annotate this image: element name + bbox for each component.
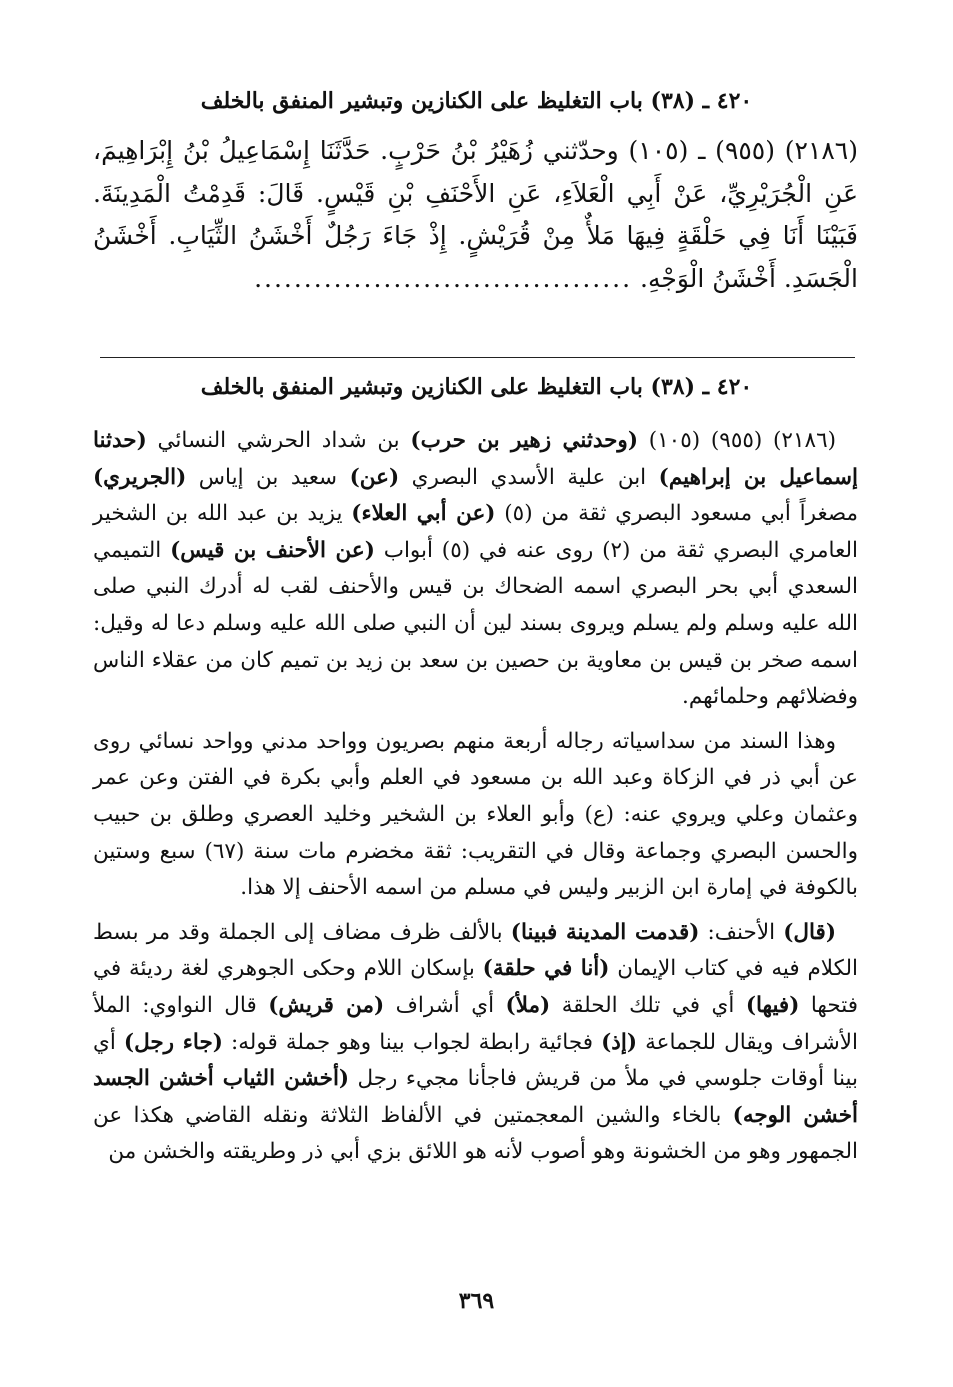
commentary-segment: أي بينا أوقات جلوسي في ملأ من قريش فاجأنا مجيء رجل: [93, 1029, 858, 1092]
bold-quote-segment: (أخشن الثياب أخشن الجسد أخشن الوجه): [93, 1066, 858, 1128]
bold-quote-segment: (الجريري): [93, 464, 187, 490]
bold-quote-segment: (عن): [349, 464, 400, 490]
commentary-segment: (٢١٨٦) (٩٥٥) (١٠٥): [638, 428, 837, 453]
commentary-segment: بالألف ظرف مضاف إلى الجملة وقد مر بسط الكلام فيه في كتاب الإيمان: [93, 919, 859, 982]
commentary-paragraph-narrators: [93, 423, 858, 716]
bold-quote-segment: (ملأ): [505, 992, 551, 1018]
hadith-ellipsis: ......................................: [254, 263, 633, 293]
bold-quote-segment: (حدثنا إسماعيل بن إبراهيم): [93, 428, 859, 490]
commentary-segment: فجائية رابطة لجواب بينا وهو جملة قوله:: [222, 1029, 602, 1055]
commentary-segment: أي في تلك الحلقة: [550, 992, 746, 1018]
commentary-segment: بالخاء والشين المعجمتين في الألفاظ الثلاثة ونقله القاضي هكذا عن الجمهور وهو من الخشونة وهو أصوب لأنه هو اللائق بزي أبي ذر وطريقته والخشن من: [93, 1102, 858, 1165]
commentary-segment: أي أشراف: [384, 992, 506, 1018]
bold-quote-segment: (من قريش): [268, 992, 385, 1018]
bold-quote-segment: (أنا في حلقة): [482, 956, 610, 982]
bold-quote-segment: (قال): [783, 919, 836, 945]
commentary-segment: سعيد بن إياس: [186, 464, 350, 490]
chapter-title-top: ٤٢٠ ـ (٣٨) باب التغليظ على الكنازين وتبشير المنفق بالخلف: [200, 88, 753, 114]
hadith-text: [93, 130, 858, 300]
commentary: [93, 423, 858, 1171]
commentary-segment: بن شداد الحرشي النسائي: [146, 428, 411, 453]
bold-quote-segment: (وحدثني زهير بن حرب): [410, 428, 638, 453]
bold-quote-segment: (فيها): [745, 992, 800, 1018]
bold-quote-segment: (عن أبي العلاء): [351, 501, 496, 527]
hadith-body: (٢١٨٦) (٩٥٥) ـ (١٠٥) وحدّثني زُهَيْرُ بْنُ حَرْبٍ. حَدَّثَنَا إِسْمَاعِيلُ بْنُ إِبْرَاهِيمَ، عَنِ الْجُرَيْرِيِّ، عَنْ أَبِي الْعَلاَءِ، عَنِ الأَحْنَفِ بْنِ قَيْسٍ. قَالَ: قَدِمْتُ الْمَدِينَةَ. فَبَيْنَا أَنَا فِي حَلْقَةٍ فِيهَا مَلأٌ مِنْ قُرَيْشٍ. إِذْ جَاءَ رَجُلٌ أَخْشَنُ الثِّيَابِ. أَخْشَنُ الْجَسَدِ. أَخْشَنُ الْوَجْهِ.: [93, 136, 858, 293]
commentary-segment: وهذا السند من سداسياته رجاله أربعة منهم بصريون وواحد مدني وواحد نسائي روى عن أبي ذر في الزكاة وعبد الله بن مسعود في العلم وأبي بكرة في الفتن وعن عمر وعثمان وعلي ويروي عنه: (ع) وأبو العلاء بن الشخير وخليد العصري وطلق بن حبيب والحسن البصري وجماعة وقال في التقريب: ثقة مخضرم مات سنة (٦٧) سبع وستين بالكوفة في إمارة ابن الزبير وليس في مسلم من اسمه الأحنف إلا هذا.: [93, 728, 858, 901]
bold-quote-segment: (جاء رجل): [123, 1029, 223, 1055]
commentary-paragraph-chain: [93, 724, 858, 907]
bold-quote-segment: (عن الأحنف بن قيس): [170, 537, 375, 563]
commentary-segment: يزيد بن عبد الله بن الشخير العامري البصري ثقة من (٢) روى عنه في (٥) أبواب: [93, 501, 859, 563]
bold-quote-segment: (قدمت المدينة فبينا): [510, 919, 700, 945]
commentary-segment: الأحنف:: [699, 919, 784, 945]
commentary-segment: بإسكان اللام وحكى الجوهري لغة رديئة في فتحها: [93, 956, 858, 1018]
commentary-segment: مصغراً أبي مسعود البصري ثقة من (٥): [495, 501, 858, 527]
section-divider: [100, 357, 855, 358]
commentary-segment: قال النواوي: الملأ الأشراف ويقال للجماعة: [93, 992, 858, 1055]
page-number: ٣٦٩: [458, 1288, 495, 1314]
commentary-segment: ابن علية الأسدي البصري: [399, 464, 659, 490]
commentary-segment: التميمي السعدي أبي بحر البصري اسمه الضحاك بن قيس والأحنف لقب له أدرك النبي صلى الله عليه وسلم ولم يسلم ويروى بسند لين أن النبي صلى الله عليه وسلم دعا له وقيل: اسمه صخر بن قيس بن معاوية بن حصين بن سعد بن زيد بن تميم كان من عقلاء الناس وفضلائهم وحلمائهم.: [93, 537, 858, 710]
chapter-title-commentary: ٤٢٠ ـ (٣٨) باب التغليظ على الكنازين وتبشير المنفق بالخلف: [200, 374, 753, 400]
bold-quote-segment: (إذ): [601, 1029, 638, 1055]
commentary-paragraph-explanation: [93, 915, 858, 1171]
